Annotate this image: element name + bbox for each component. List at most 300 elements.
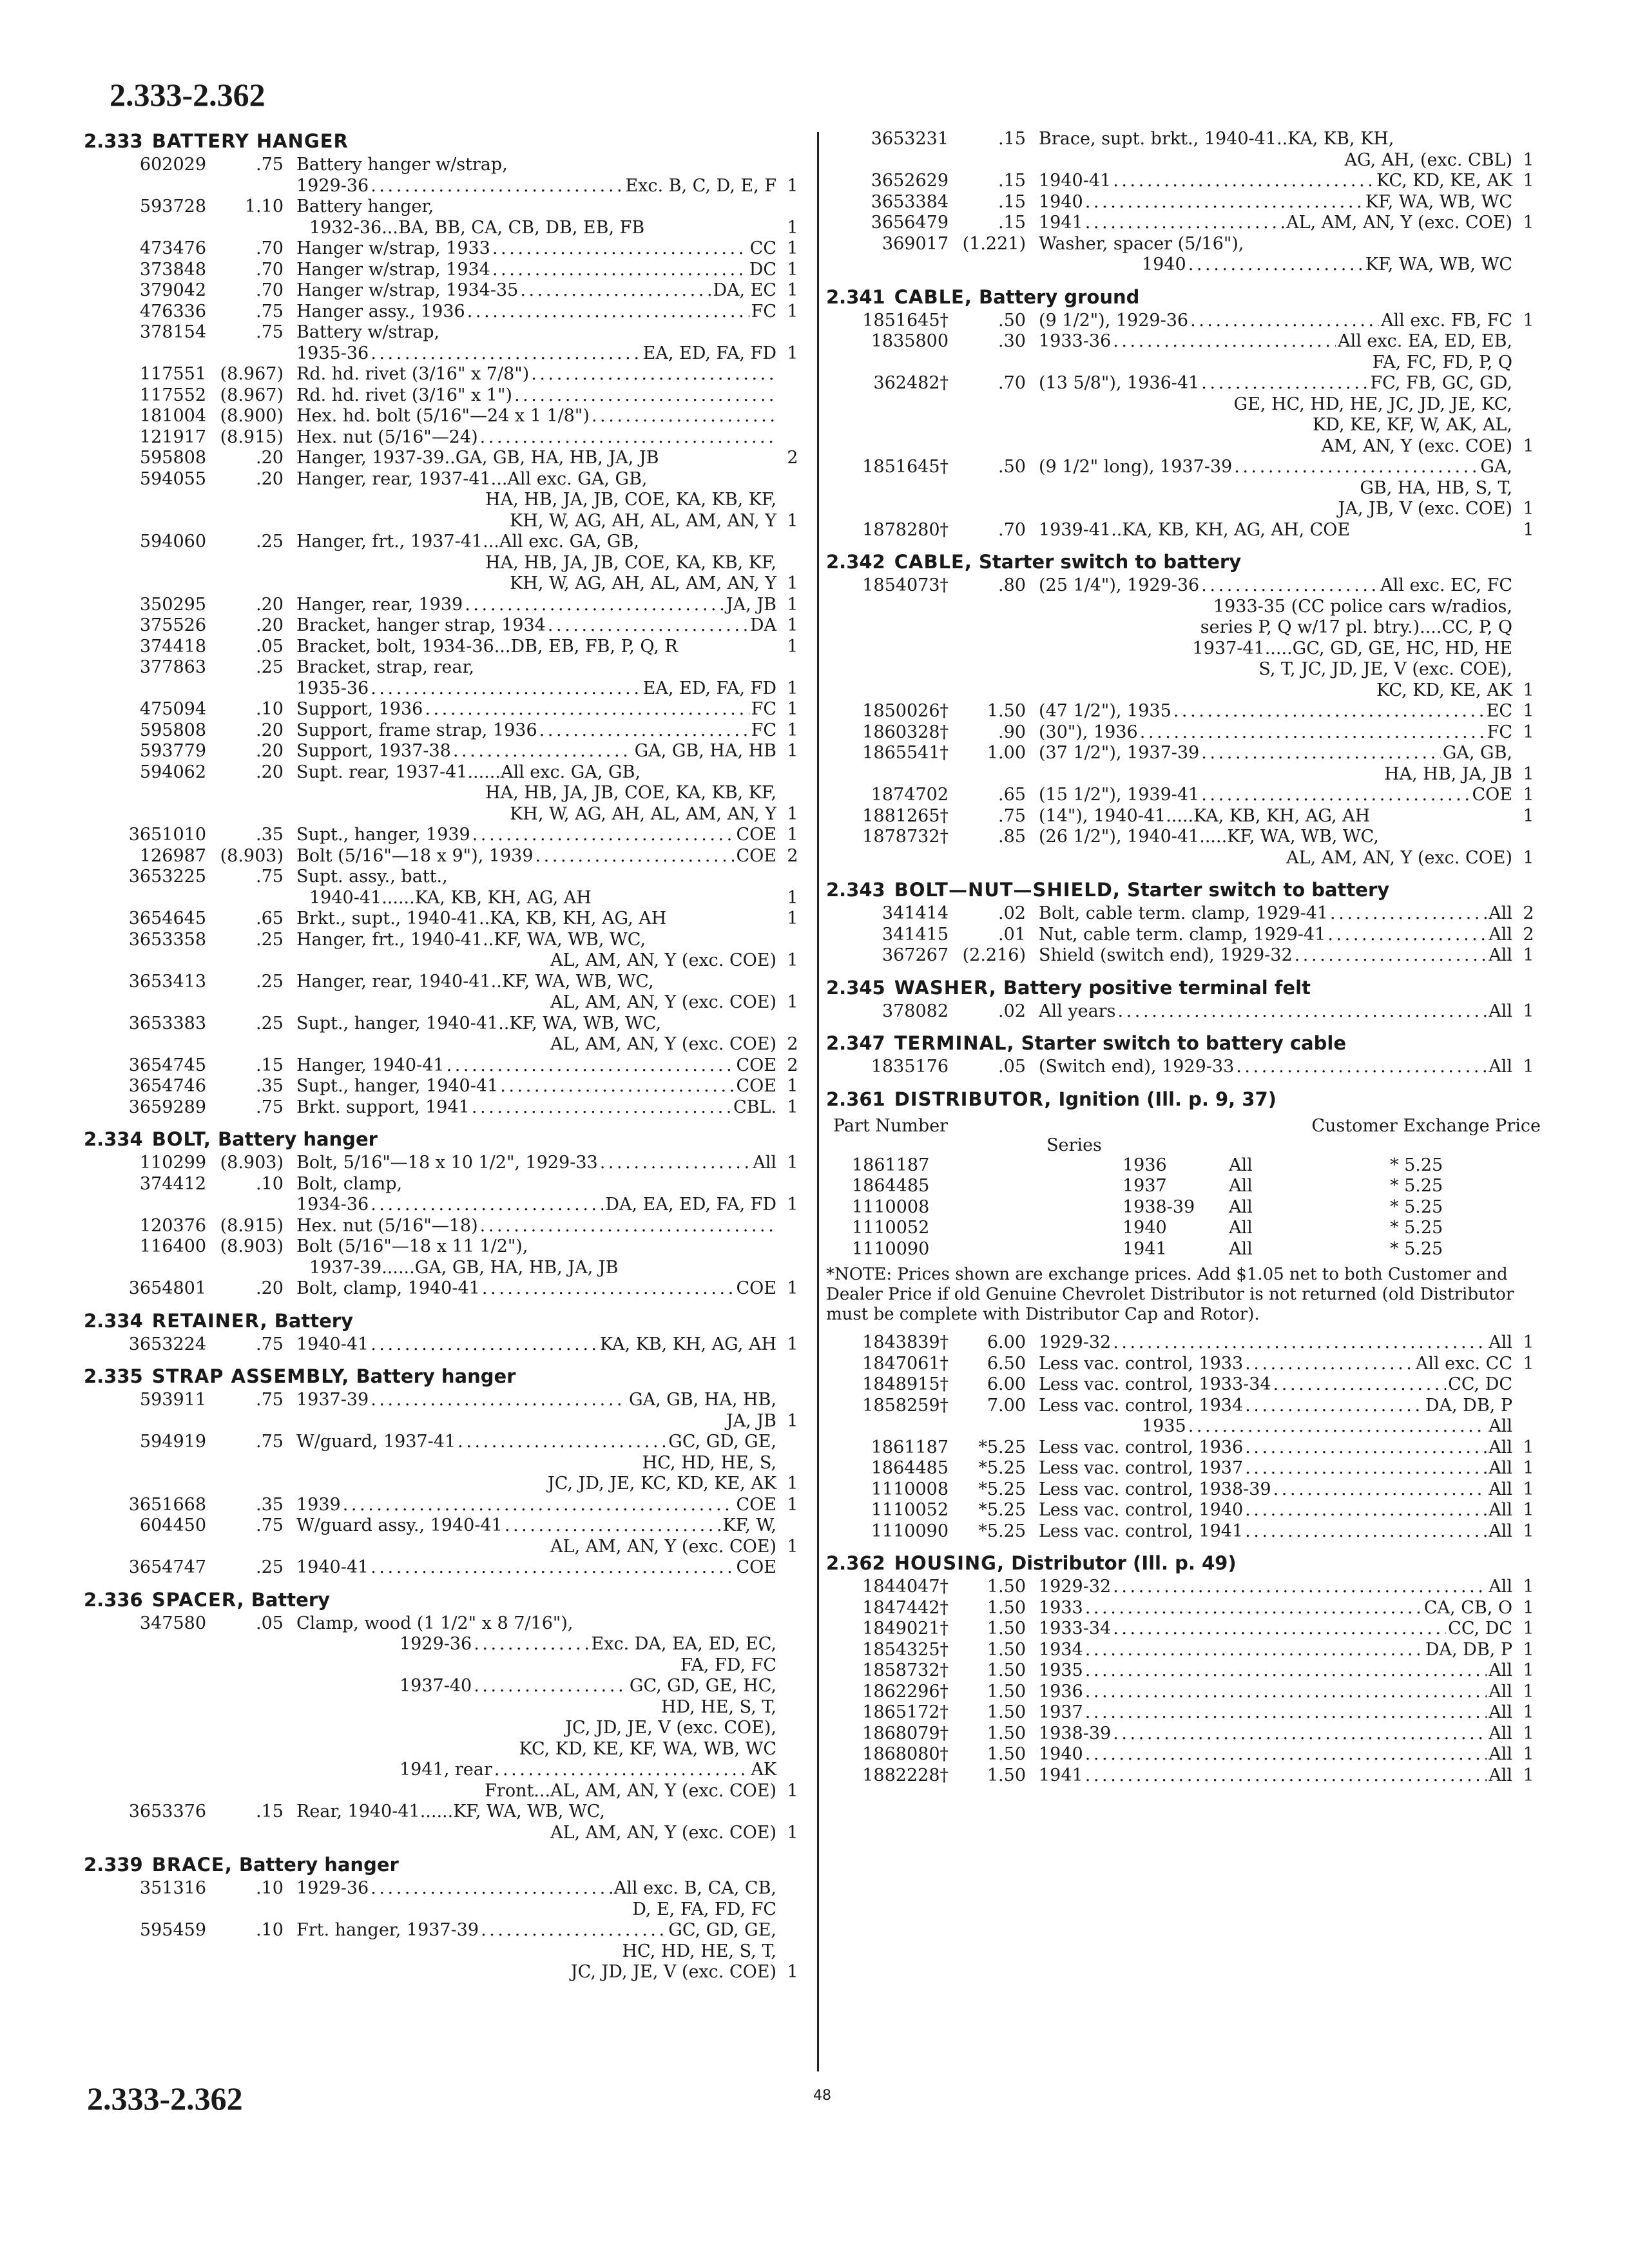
part-number: 351316 <box>139 1878 206 1898</box>
description-text: Supt., hanger, 1940-41 <box>296 1076 499 1096</box>
part-description <box>284 302 776 323</box>
part-number: 3651668 <box>128 1494 206 1515</box>
section-subtitle: Battery hanger <box>238 1854 399 1876</box>
leader-dots <box>1140 722 1485 744</box>
part-row <box>826 1702 1545 1724</box>
part-number: 3651010 <box>128 825 206 845</box>
leader-dots <box>447 1055 735 1077</box>
part-quantity <box>1512 1396 1545 1437</box>
description-line <box>296 1920 776 1941</box>
part-price: .02 <box>998 903 1026 923</box>
page-header-range: 2.333-2.362 <box>110 77 265 113</box>
section-name: RETAINER, <box>151 1309 268 1332</box>
description-text: Support, frame strap, 1936 <box>296 720 537 740</box>
part-row <box>826 701 1545 722</box>
leader-dots <box>474 1634 589 1655</box>
part-description <box>284 720 776 742</box>
part-number: 1110008 <box>871 1479 949 1499</box>
description-line: Bolt (5/16"—18 x 11 1/2"), <box>296 1236 528 1256</box>
part-price: (8.903) <box>220 1236 284 1256</box>
section-subtitle: Battery ground <box>978 285 1140 308</box>
part-quantity: 1 <box>1523 499 1534 519</box>
part-price: (8.967) <box>220 364 284 384</box>
part-price: .10 <box>256 1920 284 1940</box>
description-line: Bracket, bolt, 1934-36...DB, EB, FB, P, Q, R <box>296 636 678 657</box>
part-number: 378154 <box>139 322 206 342</box>
section-2-336 <box>84 1588 809 1844</box>
part-number: 1858732† <box>862 1660 949 1680</box>
description-series: GA, <box>1480 457 1512 477</box>
description-line: Front...AL, AM, AN, Y (exc. COE) <box>485 1780 776 1801</box>
part-price: 1.50 <box>987 1681 1026 1702</box>
part-number: 1854073† <box>862 575 949 595</box>
description-text: Frt. hanger, 1937-39 <box>296 1920 479 1940</box>
description-line: JC, JD, JE, V (exc. COE) <box>570 1962 776 1982</box>
part-quantity: 1 <box>787 280 798 300</box>
description-series: All <box>1489 1744 1512 1764</box>
part-row <box>826 1057 1545 1078</box>
part-number: 116400 <box>139 1236 206 1256</box>
part-number: 3652629 <box>871 171 949 191</box>
part-row <box>84 615 809 637</box>
description-line: 1937-41.....GC, GD, GE, HC, HD, HE <box>1192 638 1512 658</box>
part-description <box>284 1495 776 1516</box>
description-line <box>1039 331 1512 352</box>
section-name: CABLE, <box>894 285 972 308</box>
description-line <box>296 741 776 762</box>
leader-dots <box>1113 1577 1487 1598</box>
part-number: 1850026† <box>862 701 949 721</box>
part-description <box>1026 213 1512 234</box>
part-number: 594060 <box>139 532 206 552</box>
part-description <box>1026 1598 1512 1619</box>
leader-dots <box>371 1390 627 1411</box>
leader-dots <box>467 302 749 323</box>
part-number: 594055 <box>139 468 206 489</box>
description-line <box>296 1634 776 1655</box>
section-number: 2.342 <box>826 551 885 573</box>
part-price: 6.00 <box>987 1374 1026 1394</box>
part-number: 1862296† <box>862 1681 949 1702</box>
description-line <box>1039 1396 1512 1417</box>
part-row <box>826 575 1545 701</box>
part-row <box>84 595 809 616</box>
description-line: HA, HB, JA, JB, COE, KA, KB, KF, <box>485 783 776 803</box>
description-text: 1929-36 <box>296 175 369 196</box>
description-text: 1935 <box>1142 1416 1186 1436</box>
part-row <box>826 457 1545 520</box>
description-line: Battery hanger, <box>296 197 434 216</box>
description-text: (37 1/2"), 1937-39 <box>1039 743 1200 763</box>
leader-dots <box>492 238 748 260</box>
description-text: (25 1/4"), 1929-36 <box>1039 575 1200 595</box>
leader-dots <box>480 1216 775 1237</box>
part-description <box>284 930 776 972</box>
part-price: 6.00 <box>987 1332 1026 1352</box>
part-row <box>84 406 809 427</box>
part-price: .25 <box>256 1557 284 1577</box>
section-2-339 <box>84 1852 809 1983</box>
part-price: .80 <box>998 575 1026 595</box>
part-quantity: 1 <box>787 803 798 824</box>
part-price: .05 <box>998 1057 1026 1077</box>
section-title <box>84 1588 809 1612</box>
part-number: 369017 <box>882 233 949 254</box>
part-price: (8.903) <box>220 845 284 866</box>
part-number: 1860328† <box>862 722 949 742</box>
part-price: .35 <box>256 1076 284 1096</box>
leader-dots <box>1201 373 1368 394</box>
part-quantity: 1 <box>787 1410 798 1431</box>
part-number: 117551 <box>139 364 206 384</box>
leader-dots <box>474 1676 628 1697</box>
part-row <box>84 741 809 762</box>
description-series: All exc. CC <box>1415 1353 1512 1374</box>
description-line <box>1039 1416 1512 1437</box>
part-price: .20 <box>256 741 284 761</box>
part-price: .75 <box>256 1432 284 1452</box>
description-series: FC <box>751 720 776 740</box>
description-text: 1937 <box>1039 1702 1083 1722</box>
leader-dots <box>1085 1682 1487 1703</box>
description-line: AL, AM, AN, Y (exc. COE) <box>550 950 776 970</box>
section-title: 2.361 DISTRIBUTOR, Ignition (Ill. p. 9, 37) <box>826 1088 1277 1110</box>
part-row <box>826 520 1545 541</box>
exchange-part-number: 1861187 <box>852 1155 930 1175</box>
description-line <box>296 1515 776 1537</box>
description-series: AL, AM, AN, Y (exc. COE) <box>1286 213 1512 233</box>
part-number: 3654745 <box>128 1055 206 1075</box>
description-series: GA, GB, HA, HB, <box>629 1390 776 1410</box>
description-text: 1929-32 <box>1039 1577 1112 1597</box>
description-text: (15 1/2"), 1939-41 <box>1039 785 1200 805</box>
part-quantity: 1 <box>1523 1057 1534 1077</box>
description-series: All exc. EA, ED, EB, <box>1338 331 1512 351</box>
description-line <box>296 699 776 720</box>
description-text: Hanger w/strap, 1933 <box>296 238 490 258</box>
part-price: *5.25 <box>978 1437 1026 1457</box>
leader-dots <box>539 720 749 742</box>
part-description <box>284 699 776 720</box>
description-text: 1937-39 <box>296 1390 369 1410</box>
part-quantity: 1 <box>1523 805 1534 826</box>
description-line: Brace, supt. brkt., 1940-41..KA, KB, KH, <box>1039 129 1394 149</box>
section-2-345 <box>826 975 1545 1023</box>
leader-dots <box>1085 1598 1422 1619</box>
section-title <box>84 1364 809 1389</box>
part-row <box>826 1437 1545 1459</box>
description-text: Hanger w/strap, 1934-35 <box>296 280 519 300</box>
section-2-342 <box>826 550 1545 869</box>
part-price: .90 <box>998 722 1026 742</box>
part-row <box>84 637 809 658</box>
section-name: BOLT—NUT—SHIELD, <box>894 879 1121 901</box>
part-row <box>826 827 1545 869</box>
part-description <box>1026 1332 1512 1354</box>
part-number: 3653383 <box>128 1013 206 1033</box>
part-quantity: 1 <box>1523 764 1534 784</box>
description-line: HD, HE, S, T, <box>660 1696 776 1717</box>
part-number: 1882228† <box>862 1765 949 1785</box>
part-quantity: 1 <box>787 887 798 908</box>
part-row <box>84 1097 809 1119</box>
leader-dots <box>1188 255 1364 276</box>
part-quantity <box>776 1236 809 1278</box>
part-number: 595808 <box>139 720 206 740</box>
description-line <box>296 364 776 385</box>
part-number: 3653376 <box>128 1802 206 1821</box>
part-description <box>284 322 776 364</box>
part-price: (8.900) <box>220 406 284 426</box>
part-number: 1861187 <box>871 1437 949 1457</box>
part-description <box>284 197 776 238</box>
part-quantity <box>1512 192 1545 213</box>
description-text: 1929-36 <box>400 1634 472 1654</box>
part-number: 1835800 <box>871 331 949 351</box>
description-text: Less vac. control, 1938-39 <box>1039 1479 1271 1499</box>
part-quantity: 1 <box>1523 436 1534 456</box>
part-price: .70 <box>256 259 284 280</box>
section-2-333 <box>84 129 809 1118</box>
part-quantity: 1 <box>1523 945 1534 965</box>
part-description <box>284 1920 776 1983</box>
part-row <box>84 197 809 238</box>
leader-dots <box>535 846 735 867</box>
description-line <box>1039 1479 1512 1501</box>
section-number: 2.333 <box>84 130 143 152</box>
part-number: 377863 <box>139 657 206 677</box>
part-description <box>284 406 776 427</box>
description-series: GC, GD, GE, HC, <box>629 1676 776 1696</box>
part-row <box>826 192 1545 213</box>
section-name: SPACER, <box>151 1588 245 1611</box>
leader-dots <box>1273 1374 1447 1396</box>
description-line: S, T, JC, JD, JE, V (exc. COE), <box>1258 659 1512 679</box>
part-row <box>826 1598 1545 1619</box>
part-price: .75 <box>998 805 1026 826</box>
description-series: DA, DB, P <box>1425 1395 1512 1416</box>
part-number: 374412 <box>139 1173 206 1194</box>
part-number: 120376 <box>139 1215 206 1236</box>
part-row <box>826 234 1545 276</box>
section-2-362 <box>826 1551 1545 1786</box>
leader-dots <box>1188 1416 1487 1437</box>
description-text: Nut, cable term. clamp, 1929-41 <box>1039 924 1326 945</box>
section-name: WASHER, <box>894 976 997 999</box>
leader-dots <box>481 1920 666 1941</box>
part-row <box>84 1613 809 1802</box>
part-row <box>826 373 1545 457</box>
part-quantity: 2 <box>787 845 798 866</box>
description-line: Hanger, frt., 1937-41...All exc. GA, GB, <box>296 532 639 552</box>
part-description <box>1026 1619 1512 1640</box>
part-description <box>1026 171 1512 192</box>
description-line: FA, FC, FD, P, Q <box>1372 352 1512 372</box>
description-series: All <box>1489 1660 1512 1680</box>
description-series: EC <box>1486 701 1512 721</box>
description-text: Bolt, cable term. clamp, 1929-41 <box>1039 903 1329 923</box>
description-text: Less vac. control, 1933 <box>1039 1353 1244 1374</box>
description-line: 1940-41......KA, KB, KH, AG, AH <box>309 887 592 908</box>
part-row <box>826 1682 1545 1703</box>
exchange-series: All <box>1229 1155 1253 1175</box>
part-price: .25 <box>256 1013 284 1033</box>
leader-dots <box>548 615 748 637</box>
description-line: Supt. assy., batt., <box>296 867 448 887</box>
part-description <box>1026 1640 1512 1661</box>
part-row <box>84 469 809 532</box>
description-line <box>1039 1702 1512 1724</box>
section-title <box>826 550 1545 574</box>
description-series: All <box>1489 1702 1512 1722</box>
description-line: AL, AM, AN, Y (exc. COE) <box>550 992 776 1012</box>
section-number: 2.335 <box>84 1365 143 1387</box>
part-row <box>826 129 1545 171</box>
description-line: (14"), 1940-41.....KA, KB, KH, AG, AH <box>1039 805 1371 826</box>
part-number: 3659289 <box>128 1097 206 1117</box>
description-series: KA, KB, KH, AG, AH <box>599 1334 776 1354</box>
part-quantity: 1 <box>787 259 798 280</box>
description-line <box>296 427 776 448</box>
part-row <box>84 280 809 302</box>
description-series: FC, FB, GC, GD, <box>1370 373 1512 393</box>
description-line <box>1039 1577 1512 1598</box>
part-row <box>826 1332 1545 1354</box>
section-name: BATTERY HANGER <box>151 130 349 152</box>
leader-dots <box>1113 1332 1487 1354</box>
description-line <box>296 1334 776 1356</box>
description-text: Supt., hanger, 1939 <box>296 825 470 845</box>
part-price: .30 <box>998 331 1026 351</box>
part-number: 378082 <box>882 1001 949 1021</box>
part-price: 1.50 <box>987 1597 1026 1618</box>
part-description <box>1026 1660 1512 1682</box>
description-text: Hex. nut (5/16"—18) <box>296 1215 478 1236</box>
part-description <box>284 448 776 469</box>
part-description <box>284 364 776 385</box>
leader-dots <box>458 1432 666 1453</box>
description-line: JA, JB <box>726 1410 776 1431</box>
description-text: Less vac. control, 1940 <box>1039 1500 1244 1520</box>
description-series: COE <box>736 1076 776 1096</box>
description-line <box>296 678 776 700</box>
part-row <box>826 1577 1545 1598</box>
description-series: All <box>1489 1500 1512 1520</box>
leader-dots <box>1245 1458 1487 1479</box>
leader-dots <box>453 741 633 762</box>
part-price: .50 <box>998 310 1026 331</box>
part-price: 7.00 <box>987 1395 1026 1416</box>
leader-dots <box>1113 1724 1487 1745</box>
description-text: Hanger assy., 1936 <box>296 301 465 322</box>
part-number: 1864485 <box>871 1458 949 1478</box>
section-number: 2.336 <box>84 1588 143 1611</box>
part-quantity: 1 <box>787 301 798 322</box>
leader-dots <box>1295 945 1487 966</box>
leader-dots <box>1234 457 1478 478</box>
section-subtitle: Battery hanger <box>217 1128 378 1150</box>
part-row <box>84 846 809 867</box>
part-price: 1.50 <box>987 1660 1026 1680</box>
part-description <box>284 1802 776 1843</box>
part-row <box>826 1479 1545 1501</box>
leader-dots <box>1085 1765 1487 1787</box>
description-line: 1933-35 (CC police cars w/radios, <box>1213 596 1512 617</box>
header-exchange-price: Customer Exchange Price <box>1311 1115 1541 1136</box>
part-quantity: 1 <box>1523 1458 1534 1478</box>
description-series: All <box>1489 1057 1512 1077</box>
exchange-row <box>826 1239 1545 1260</box>
part-quantity: 1 <box>787 573 798 593</box>
section-name: BOLT, <box>151 1128 211 1150</box>
section-title <box>826 878 1545 902</box>
description-line: HA, HB, JA, JB, COE, KA, KB, KF, <box>485 490 776 510</box>
exchange-table <box>826 1155 1545 1260</box>
part-description <box>284 1515 776 1557</box>
description-line <box>1039 722 1512 744</box>
section-subtitle: Battery <box>251 1588 331 1611</box>
part-price: .20 <box>256 615 284 635</box>
leader-dots <box>1113 1619 1446 1640</box>
part-description <box>1026 311 1512 332</box>
description-text: Rd. hd. rivet (3/16" x 1") <box>296 385 512 405</box>
leader-dots <box>1085 192 1364 213</box>
part-price: .70 <box>256 280 284 300</box>
description-series: FC <box>751 301 776 322</box>
part-row <box>84 867 809 908</box>
part-price: 1.50 <box>987 1639 1026 1660</box>
description-series: GC, GD, GE, <box>668 1920 776 1940</box>
description-line: HC, HD, HE, S, <box>642 1452 776 1473</box>
part-number: 126987 <box>139 845 206 866</box>
description-text: 1929-32 <box>1039 1332 1112 1352</box>
description-line <box>1039 1437 1512 1459</box>
part-number: 1878732† <box>862 827 949 847</box>
leader-dots <box>1085 213 1284 234</box>
part-price: (2.216) <box>962 945 1026 965</box>
part-quantity: 1 <box>787 1780 798 1801</box>
part-description <box>284 280 776 302</box>
part-number: 3654747 <box>128 1557 206 1577</box>
description-line: Hanger, 1937-39..GA, GB, HA, HB, JA, JB <box>296 448 659 468</box>
description-line <box>296 1055 776 1077</box>
description-line: Washer, spacer (5/16"), <box>1039 233 1244 254</box>
part-description <box>284 657 776 699</box>
part-row <box>84 1802 809 1843</box>
description-series: FC <box>1487 722 1512 742</box>
description-line <box>1039 1660 1512 1682</box>
exchange-price: * 5.25 <box>1390 1238 1443 1259</box>
part-description <box>1026 722 1512 744</box>
part-description <box>284 1174 776 1216</box>
part-price: (1.221) <box>962 233 1026 254</box>
part-price: (8.915) <box>220 1215 284 1236</box>
description-line: Rear, 1940-41......KF, WA, WB, WC, <box>296 1802 605 1821</box>
part-quantity: 1 <box>787 1474 798 1494</box>
exchange-price: * 5.25 <box>1390 1218 1443 1238</box>
part-quantity <box>776 1216 809 1237</box>
description-series: All exc. B, CA, CB, <box>613 1878 776 1898</box>
leader-dots <box>531 364 775 385</box>
part-description <box>284 595 776 616</box>
part-price: .75 <box>256 867 284 887</box>
part-row <box>826 1396 1545 1437</box>
part-description <box>1026 1682 1512 1703</box>
part-number: 341415 <box>882 924 949 945</box>
description-series: CC <box>749 238 776 258</box>
part-description <box>284 238 776 260</box>
part-price: 1.50 <box>987 1619 1026 1639</box>
